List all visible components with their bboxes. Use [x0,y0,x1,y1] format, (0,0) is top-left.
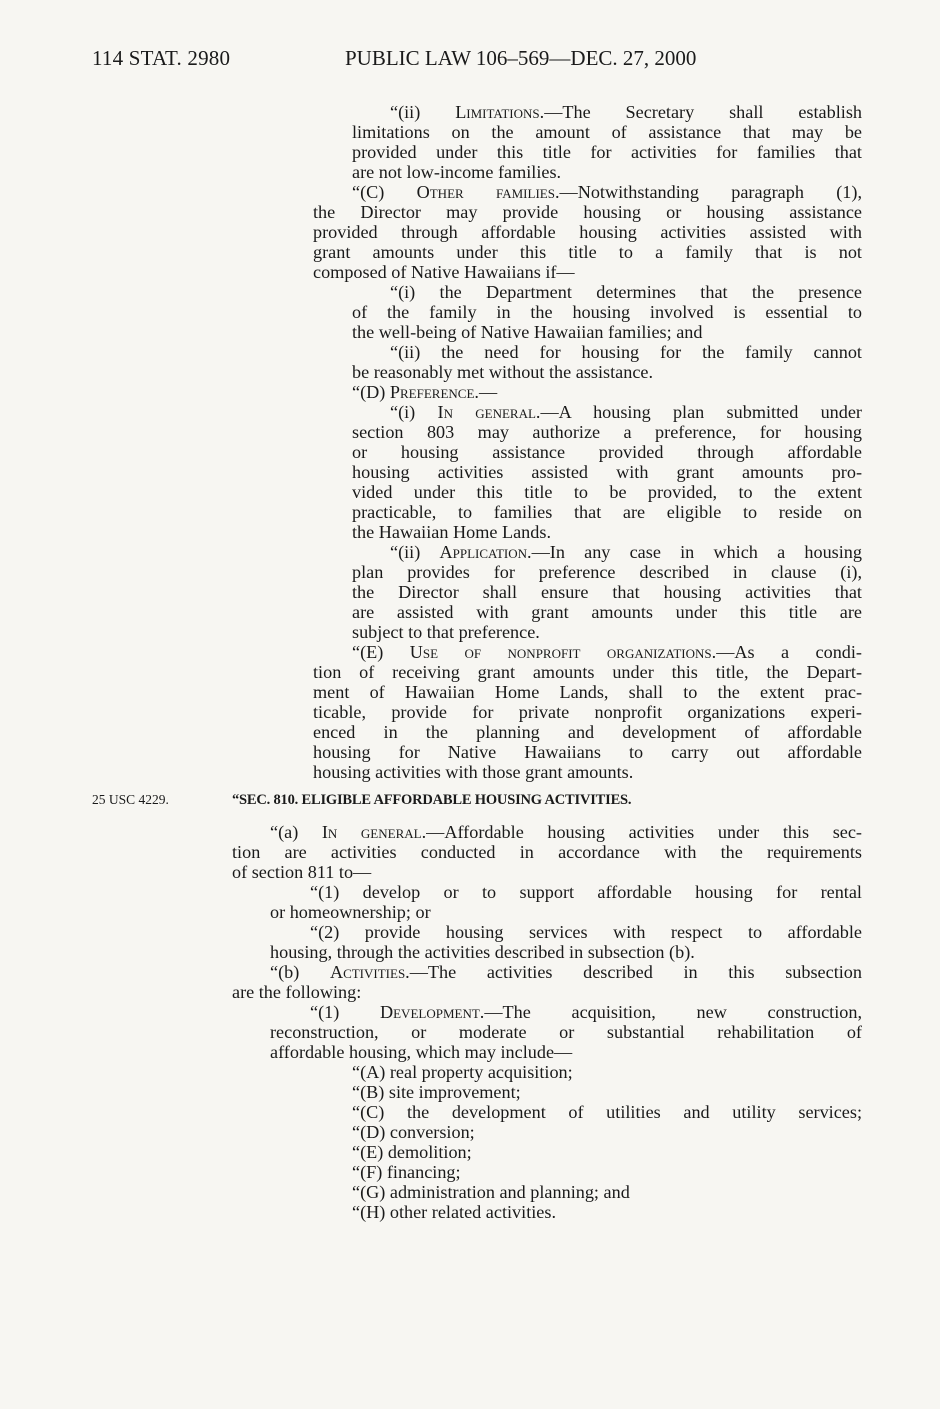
text-line: “(a) In general.—Affordable housing activities under this sec- [270,822,862,842]
text-line: “(ii) Application.—In any case in which a housing [390,542,862,562]
section-heading: “SEC. 810. ELIGIBLE AFFORDABLE HOUSING ACTIVITIES. [232,792,632,808]
text-line: vided under this title to be provided, to the extent [352,482,862,502]
text-line: the Director may provide housing or housing assistance [313,202,862,222]
text-line: subject to that preference. [352,622,540,642]
text-line: “(E) demolition; [352,1142,472,1162]
text-line: “(B) site improvement; [352,1082,521,1102]
text-line: housing activities with those grant amounts. [313,762,634,782]
text-line: are the following: [232,982,362,1002]
text-line: limitations on the amount of assistance that may be [352,122,862,142]
text-line: housing for Native Hawaiians to carry out affordable [313,742,862,762]
text-line: ment of Hawaiian Home Lands, shall to the extent prac- [313,682,862,702]
stat-page-number: 114 STAT. 2980 [92,46,231,70]
text-line: of section 811 to— [232,862,372,882]
text-line: “(1) develop or to support affordable housing for rental [310,882,862,902]
text-line: or homeownership; or [270,902,431,922]
text-line: of the family in the housing involved is essential to [352,302,862,322]
text-line: the Director shall ensure that housing activities that [352,582,862,602]
text-line: plan provides for preference described in clause (i), [352,562,862,582]
text-line: “(i) In general.—A housing plan submitted under [390,402,862,422]
text-line: “(ii) the need for housing for the family cannot [390,342,862,362]
text-line: composed of Native Hawaiians if— [313,262,575,282]
margin-citation: 25 USC 4229. [92,792,169,807]
text-line: the Hawaiian Home Lands. [352,522,551,542]
text-line: housing activities assisted with grant amounts pro- [352,462,862,482]
text-line: section 803 may authorize a preference, for housing [352,422,862,442]
text-line: provided through affordable housing activities assisted with [313,222,862,242]
text-line: “(G) administration and planning; and [352,1182,630,1202]
text-line: “(b) Activities.—The activities described in this subsection [270,962,862,982]
text-line: “(2) provide housing services with respect to affordable [310,922,862,942]
text-line: be reasonably met without the assistance. [352,362,654,382]
text-line: “(i) the Department determines that the presence [390,282,862,302]
text-line: ticable, provide for private nonprofit organizations experi- [313,702,862,722]
text-line: tion of receiving grant amounts under this title, the Depart- [313,662,862,682]
text-line: or housing assistance provided through affordable [352,442,862,462]
text-line: are assisted with grant amounts under this title are [352,602,862,622]
text-line: “(C) the development of utilities and utility services; [352,1102,862,1122]
running-header-title: PUBLIC LAW 106–569—DEC. 27, 2000 [345,46,697,70]
text-line: provided under this title for activities for families that [352,142,862,162]
text-line: “(E) Use of nonprofit organizations.—As a condi- [352,642,862,662]
text-line: the well-being of Native Hawaiian families; and [352,322,703,342]
text-line: “(ii) Limitations.—The Secretary shall establish [390,102,862,122]
text-line: “(H) other related activities. [352,1202,557,1222]
text-line: housing, through the activities described in subsection (b). [270,942,695,962]
text-line: affordable housing, which may include— [270,1042,573,1062]
text-line: enced in the planning and development of affordable [313,722,862,742]
text-line: are not low-income families. [352,162,562,182]
text-line: grant amounts under this title to a family that is not [313,242,862,262]
text-line: “(F) financing; [352,1162,461,1182]
text-line: “(A) real property acquisition; [352,1062,573,1082]
text-line: tion are activities conducted in accordance with the requirements [232,842,862,862]
text-line: practicable, to families that are eligible to reside on [352,502,862,522]
text-line: “(D) conversion; [352,1122,475,1142]
text-line: “(1) Development.—The acquisition, new construction, [310,1002,863,1022]
text-line: “(D) Preference.— [352,382,498,402]
text-line: “(C) Other families.—Notwithstanding paragraph (1), [352,182,862,202]
text-line: reconstruction, or moderate or substantial rehabilitation of [270,1022,862,1042]
